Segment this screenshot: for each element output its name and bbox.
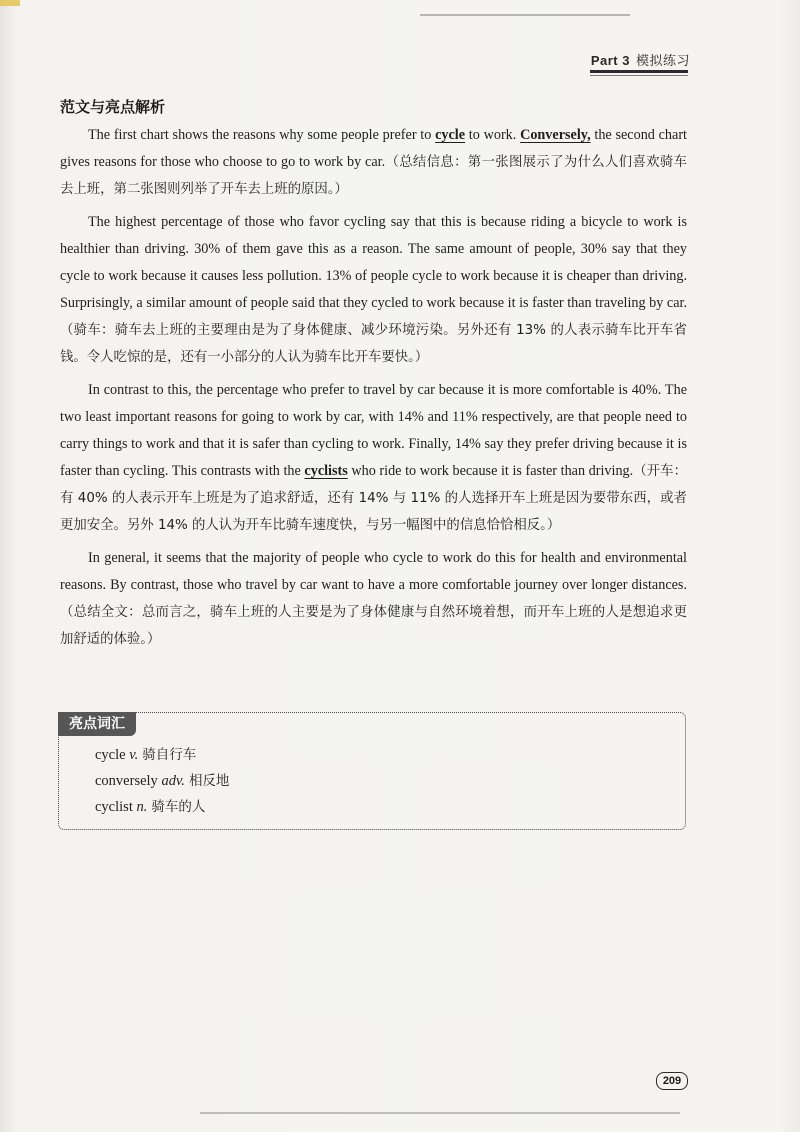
paragraph-1-note: （总结信息：第一张图展示了为什么人们喜欢骑车去上班，第二张图则列举了开车去上班的原因。） <box>60 155 687 197</box>
header-bar <box>590 70 688 73</box>
page-number: 209 <box>656 1072 688 1090</box>
vocabulary-label: 亮点词汇 <box>58 712 136 736</box>
part-label: Part 3 <box>590 53 630 68</box>
vocabulary-list <box>95 742 595 820</box>
paragraph-1: The first chart shows the reasons why some people prefer to cycle to work. Conversely, the second chart gives reasons for those who choose to go to work by car.（总结信息：第一张图展示了为什么人们喜欢骑车去上班，第二张图则列举了开车去上班的原因。） <box>60 127 687 197</box>
paragraph-4-note: （总结全文：总而言之，骑车上班的人主要是为了身体健康与自然环境着想，而开车上班的人是想追求更加舒适的体验。） <box>60 605 687 647</box>
header-bar-thin <box>590 75 688 76</box>
vocab-item: conversely adv. 相反地 <box>95 773 230 789</box>
keyword-cycle: cycle <box>435 127 466 143</box>
corner-mark <box>0 0 20 6</box>
vocab-item: cycle v. 骑自行车 <box>95 747 197 763</box>
keyword-cyclists: cyclists <box>304 463 348 479</box>
section-label: 模拟练习 <box>635 53 690 68</box>
bottom-rule <box>200 1112 680 1114</box>
paragraph-3-note: （开车：有 40% 的人表示开车上班是为了追求舒适，还有 14% 与 11% 的人选择开车上班是因为要带东西，或者更加安全。另外 14% 的人认为开车比骑车速度快，与另一幅图中的信息恰恰相反。） <box>60 464 687 533</box>
section-title: 范文与亮点解析 <box>60 98 166 116</box>
running-head <box>591 50 690 69</box>
vocab-item: cyclist n. 骑车的人 <box>95 799 206 815</box>
top-rule <box>420 14 630 16</box>
keyword-conversely: Conversely, <box>520 127 591 143</box>
paragraph-2: The highest percentage of those who favor cycling say that this is because riding a bicycle to work is healthier than driving. 30% of them gave this as a reason. The same amount of people, 30% say that they cycle to work because it causes less pollution. 13% of people cycle to work because it is cheaper than driving. Surprisingly, a similar amount of people said that they cycled to work because it is faster than traveling by car.（骑车：骑车去上班的主要理由是为了身体健康、减少环境污染。另外还有 13% 的人表示骑车比开车省钱。令人吃惊的是，还有一小部分的人认为骑车比开车要快。） <box>60 214 687 365</box>
essay-body <box>60 122 687 659</box>
paragraph-3: In contrast to this, the percentage who prefer to travel by car because it is more comfortable is 40%. The two least important reasons for going to work by car, with 14% and 11% respectively, are that people need to carry things to work and that it is safer than cycling to work. Finally, 14% say they prefer driving because it is faster than cycling. This contrasts with the cyclists who ride to work because it is faster than driving.（开车：有 40% 的人表示开车上班是为了追求舒适，还有 14% 与 11% 的人选择开车上班是因为要带东西，或者更加安全。另外 14% 的人认为开车比骑车速度快，与另一幅图中的信息恰恰相反。） <box>60 382 687 533</box>
paragraph-4: In general, it seems that the majority of people who cycle to work do this for health and environmental reasons. By contrast, those who travel by car want to have a more comfortable journey over longer distances.（总结全文：总而言之，骑车上班的人主要是为了身体健康与自然环境着想，而开车上班的人是想追求更加舒适的体验。） <box>60 550 687 647</box>
paragraph-2-note: （骑车：骑车去上班的主要理由是为了身体健康、减少环境污染。另外还有 13% 的人表示骑车比开车省钱。令人吃惊的是，还有一小部分的人认为骑车比开车要快。） <box>60 323 687 365</box>
